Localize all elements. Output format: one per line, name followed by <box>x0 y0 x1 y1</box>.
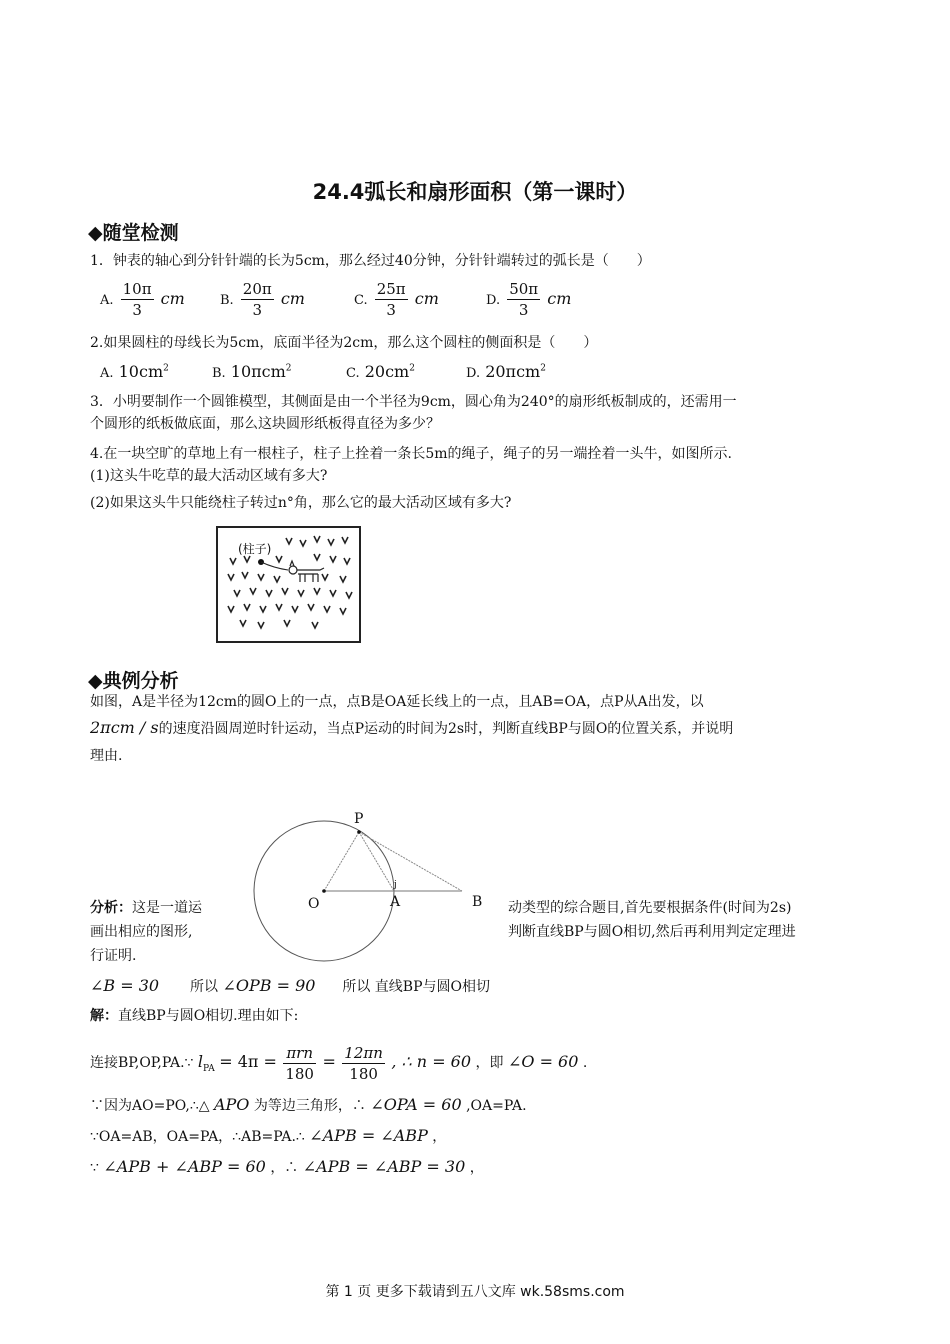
q2-option-c: C. $20cm^2$ <box>346 362 415 381</box>
q1-option-c: C. $\frac{25\pi}{3}$ cm <box>354 280 439 319</box>
solution-step-4: ∵ ∠APB + ∠ABP = 60 ，∴ ∠APB = ∠ABP = 30 ， <box>90 1157 484 1176</box>
q2-option-a: A. $10cm^2$ <box>100 362 169 381</box>
question-4-sub-1: (1)这头牛吃草的最大活动区域有多大? <box>90 468 328 484</box>
post-label: (柱子) <box>238 542 272 556</box>
solution-step-2: ∵因为AO=PO,∴△ APO 为等边三角形，∴ ∠OPA = 60 ,OA=PA. <box>90 1095 527 1114</box>
question-1: 1．钟表的轴心到分针针端的长为5cm，那么经过40分钟，分针针端转过的弧长是（ ） <box>90 253 651 269</box>
section-heading-example: ◆典例分析 <box>88 670 179 692</box>
section-heading-practice: ◆随堂检测 <box>88 222 179 244</box>
example-paragraph-3: 理由. <box>90 748 123 764</box>
q2-option-b: B. 10πcm$^2$ <box>212 362 292 381</box>
angle-line: ∠B = 30 所以 ∠OPB = 90 所以 直线BP与圆O相切 <box>90 976 490 995</box>
point-a-label: A <box>390 894 401 910</box>
q1-option-b: B. $\frac{20\pi}{3}$ cm <box>220 280 305 319</box>
analysis-left-1: 分析：这是一道运 <box>90 900 202 916</box>
question-4-line-1: 4.在一块空旷的草地上有一根柱子，柱子上拴着一条长5m的绳子，绳子的另一端拴着一头牛，如图所示. <box>90 446 732 462</box>
right-angle-mark: j <box>394 880 397 890</box>
solution-intro: 解：直线BP与圆O相切.理由如下: <box>90 1008 299 1024</box>
analysis-left-3: 行证明. <box>90 948 137 964</box>
page-footer: 第 1 页 更多下载请到五八文库 wk.58sms.com <box>325 1284 625 1300</box>
analysis-left-2: 画出相应的图形, <box>90 924 193 940</box>
question-3-line-2: 个圆形的纸板做底面，那么这块圆形纸板得直径为多少？ <box>90 416 440 432</box>
circle-tangent-diagram <box>240 805 500 965</box>
solution-step-3: ∵OA=AB，OA=PA，∴AB=PA.∴ ∠APB = ∠ABP ， <box>90 1126 447 1145</box>
solution-step-1: 连接BP,OP,PA.∵ $l_{PA} = 4\pi$ = $\frac{\text{πrn}}{180}$ = $\frac{12\pi n}{180}$ , ∴ n = 60 ，即 ∠O = 60 . <box>90 1043 588 1083</box>
question-3-line-1: 3．小明要制作一个圆锥模型，其侧面是由一个半径为9cm，圆心角为240°的扇形纸板制成的，还需用一 <box>90 394 737 410</box>
example-paragraph-1: 如图，A是半径为12cm的圆O上的一点，点B是OA延长线上的一点，且AB=OA，点P从A出发，以 <box>90 694 704 710</box>
point-p-label: P <box>354 811 364 827</box>
q1-option-a: A. $\frac{10\pi}{3}$ cm <box>100 280 185 319</box>
point-b-label: B <box>472 894 483 910</box>
q2-option-d: D. 20πcm$^2$ <box>466 362 546 381</box>
point-o-label: O <box>308 896 320 912</box>
cow-grass-figure <box>216 526 361 643</box>
analysis-right-1: 动类型的综合题目,首先要根据条件(时间为2s) <box>508 900 792 916</box>
analysis-right-2: 判断直线BP与圆O相切,然后再利用判定定理进 <box>508 924 796 940</box>
question-2: 2.如果圆柱的母线长为5cm，底面半径为2cm，那么这个圆柱的侧面积是（ ） <box>90 335 598 351</box>
page-title: 24.4弧长和扇形面积（第一课时） <box>312 180 638 204</box>
example-paragraph-2: 2πcm / s的速度沿圆周逆时针运动，当点P运动的时间为2s时，判断直线BP与圆O的位置关系，并说明 <box>90 718 734 737</box>
question-4-sub-2: (2)如果这头牛只能绕柱子转过n°角，那么它的最大活动区域有多大? <box>90 495 512 511</box>
q1-option-d: D. $\frac{50\pi}{3}$ cm <box>486 280 572 319</box>
